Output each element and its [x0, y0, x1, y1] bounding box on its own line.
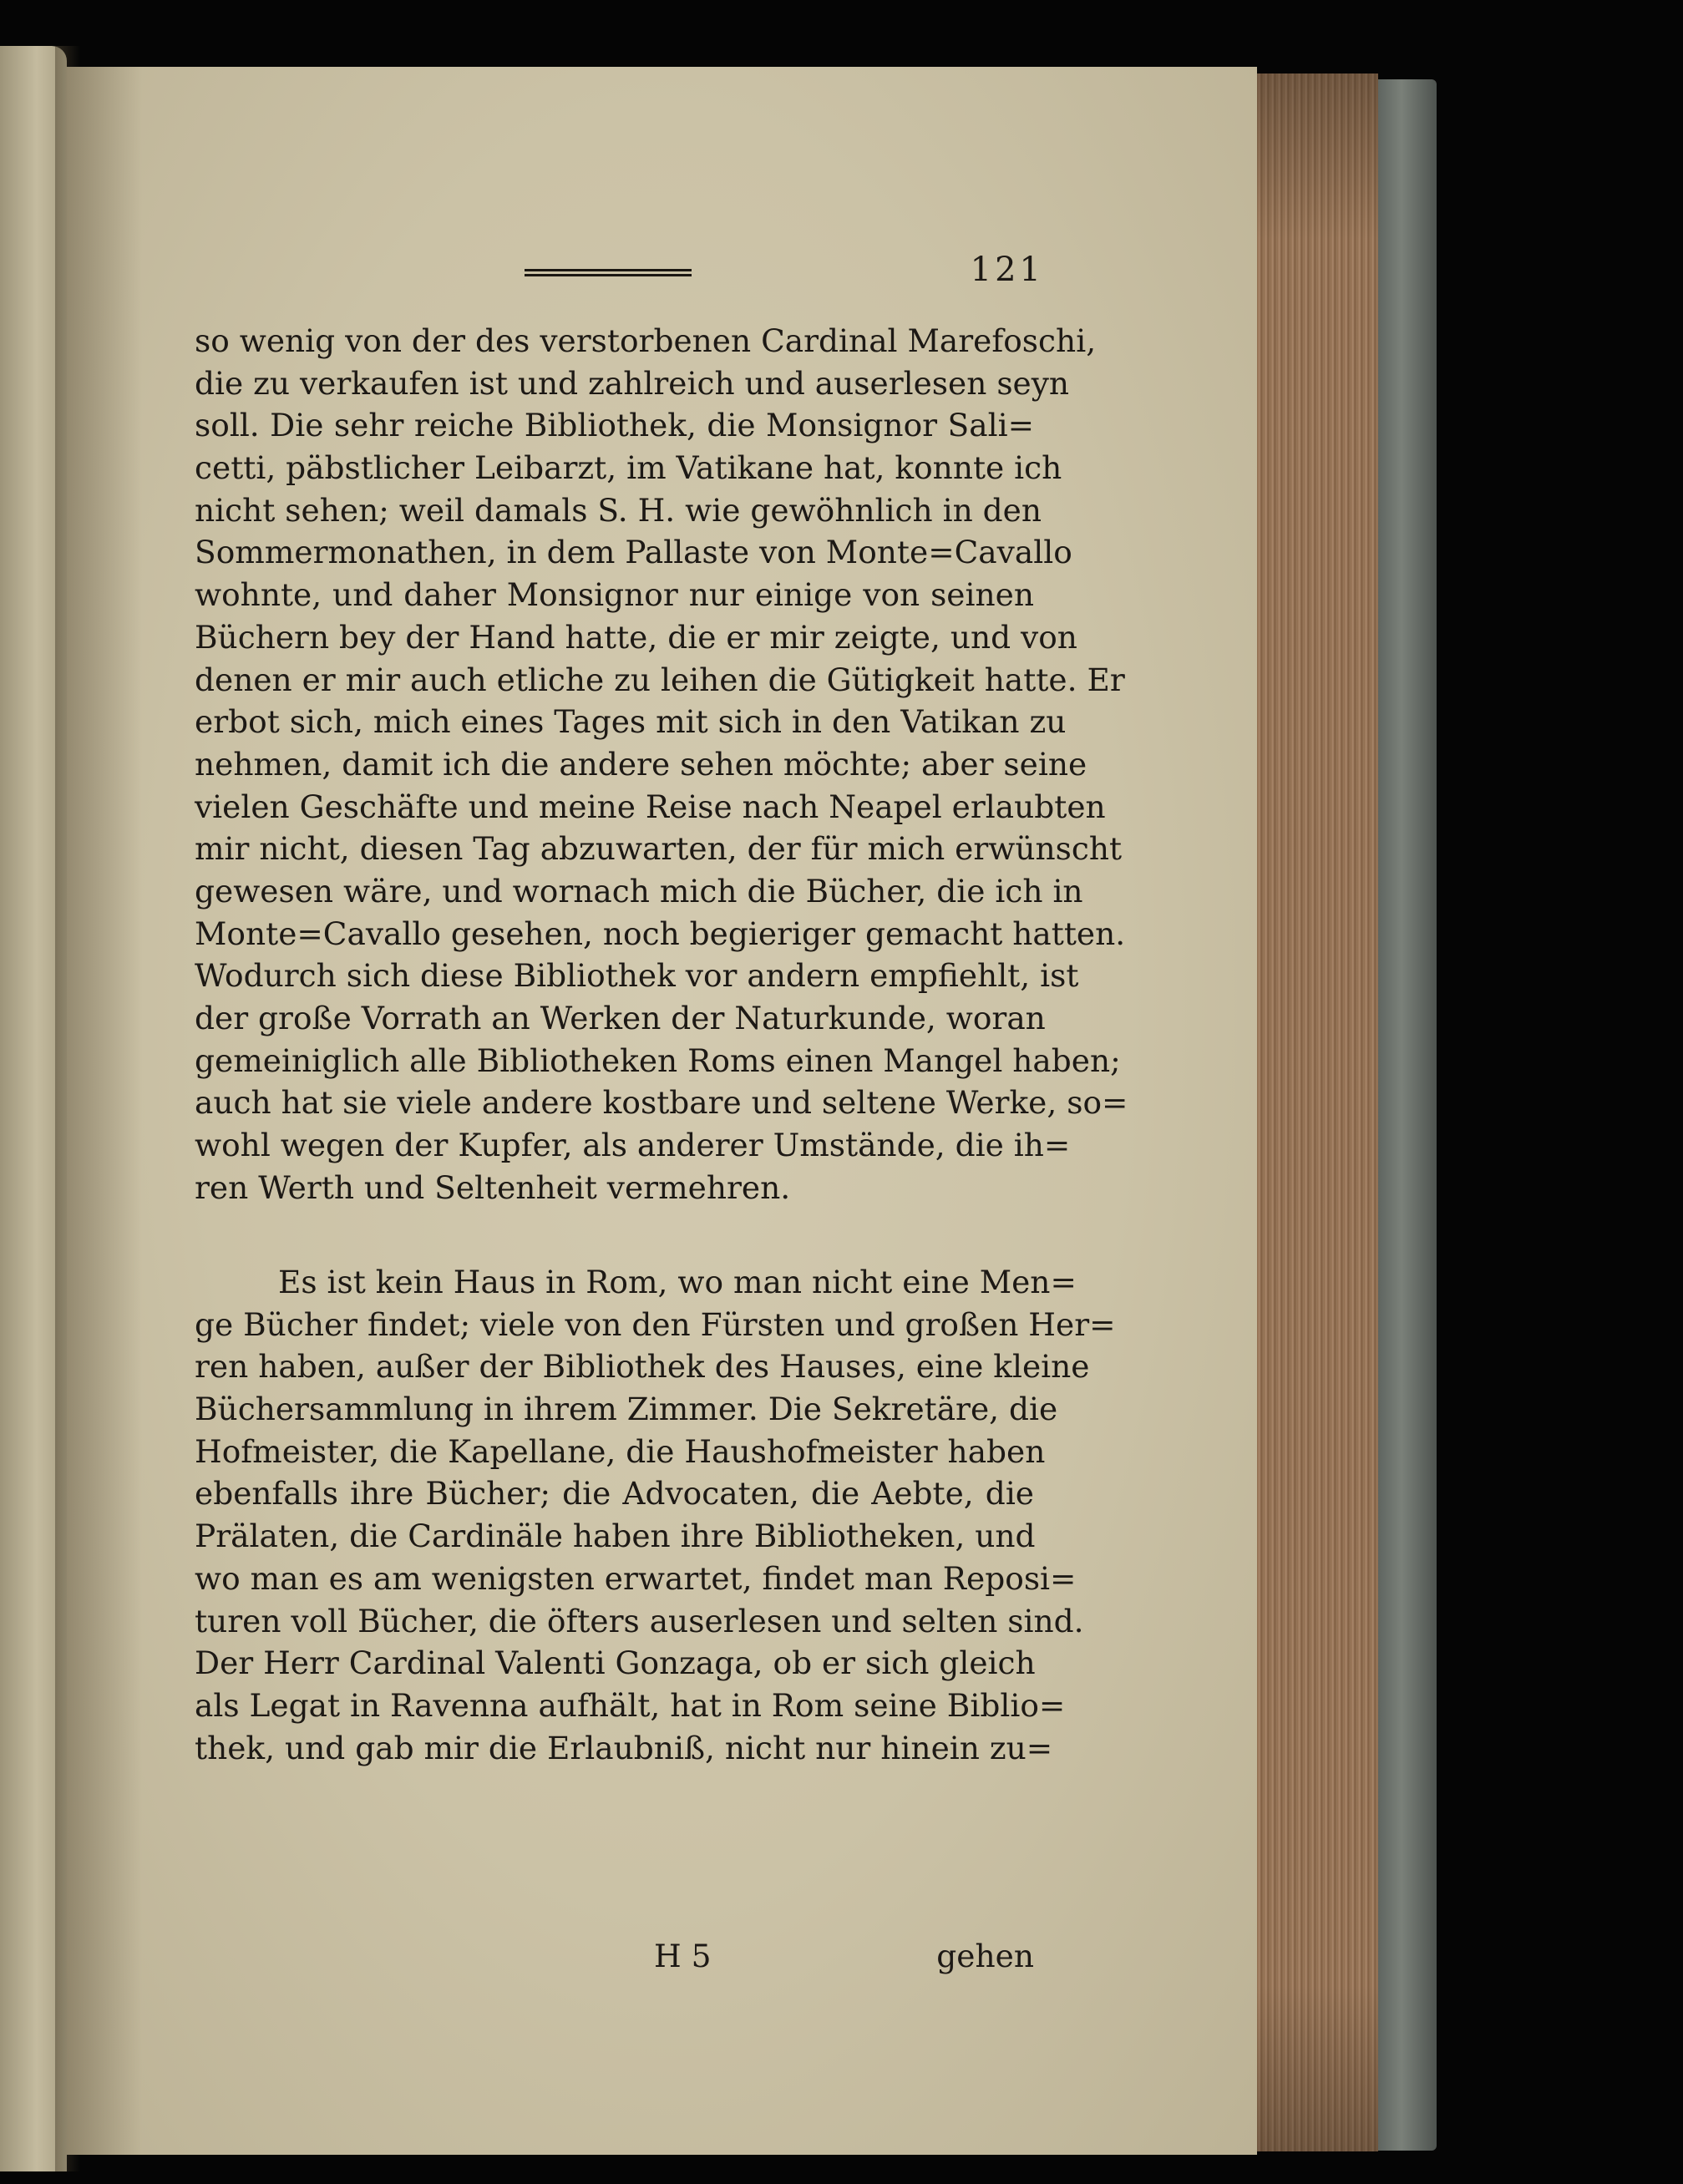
text-line: wohnte, und daher Monsignor nur einige von seinen — [195, 576, 1034, 614]
text-line: Der Herr Cardinal Valenti Gonzaga, ob er sich gleich — [195, 1644, 1036, 1682]
page-number: 121 — [970, 251, 1044, 289]
text-line: die zu verkaufen ist und zahlreich und auserlesen seyn — [195, 364, 1070, 402]
text-line: Monte=Cavallo gesehen, noch begieriger gemacht hatten. — [195, 915, 1126, 952]
text-line: mir nicht, diesen Tag abzuwarten, der für mich erwünscht — [195, 830, 1123, 868]
text-line: wo man es am wenigsten erwartet, findet man Reposi= — [195, 1559, 1077, 1597]
text-line: Es ist kein Haus in Rom, wo man nicht eine Men= — [278, 1264, 1077, 1300]
text-line: turen voll Bücher, die öfters auserlesen und selten sind. — [195, 1602, 1084, 1639]
text-line: gewesen wäre, und wornach mich die Bücher, die ich in — [195, 872, 1083, 910]
signature-mark: H 5 — [654, 1938, 712, 1974]
text-line: ren Werth und Seltenheit vermehren. — [195, 1168, 791, 1206]
text-line: thek, und gab mir die Erlaubniß, nicht nur hinein zu= — [195, 1729, 1053, 1766]
text-line: denen er mir auch etliche zu leihen die Gütigkeit hatte. Er — [195, 661, 1125, 698]
text-line: erbot sich, mich eines Tages mit sich in den Vatikan zu — [195, 703, 1067, 741]
text-line: ebenfalls ihre Bücher; die Advocaten, die Aebte, die — [195, 1475, 1034, 1513]
text-line: so wenig von der des verstorbenen Cardinal Marefoschi, — [195, 322, 1097, 359]
text-line: Hofmeister, die Kapellane, die Haushofmeister haben — [195, 1432, 1046, 1470]
paragraph-2 — [195, 1261, 1116, 1769]
text-line: Wodurch sich diese Bibliothek vor andern empfiehlt, ist — [195, 957, 1079, 995]
text-line: soll. Die sehr reiche Bibliothek, die Monsignor Sali= — [195, 407, 1034, 444]
text-line: vielen Geschäfte und meine Reise nach Neapel erlaubten — [195, 788, 1106, 825]
text-line: nicht sehen; weil damals S. H. wie gewöhnlich in den — [195, 491, 1042, 529]
text-line: wohl wegen der Kupfer, als anderer Umstände, die ih= — [195, 1127, 1071, 1164]
text-line: der große Vorrath an Werken der Naturkunde, woran — [195, 1000, 1046, 1036]
text-line: ge Bücher findet; viele von den Fürsten und großen Her= — [195, 1305, 1116, 1343]
text-line: ren haben, außer der Bibliothek des Hauses, eine kleine — [195, 1348, 1090, 1386]
text-line: Prälaten, die Cardinäle haben ihre Bibliotheken, und — [195, 1518, 1036, 1555]
header-rule — [525, 269, 692, 281]
text-line: nehmen, damit ich die andere sehen möchte; aber seine — [195, 745, 1087, 783]
page-footer — [195, 1938, 1034, 1988]
book-cover-edge — [1378, 79, 1437, 2151]
text-line: Sommermonathen, in dem Pallaste von Monte=Cavallo — [195, 534, 1072, 571]
paragraph-1 — [195, 320, 1128, 1209]
catchword: gehen — [936, 1938, 1034, 1974]
text-line: Büchern bey der Hand hatte, die er mir zeigte, und von — [195, 618, 1077, 656]
text-line: Büchersammlung in ihrem Zimmer. Die Sekretäre, die — [195, 1391, 1058, 1428]
text-line: als Legat in Ravenna aufhält, hat in Rom seine Biblio= — [195, 1686, 1066, 1724]
text-line: gemeiniglich alle Bibliotheken Roms einen Mangel haben; — [195, 1041, 1121, 1079]
text-line: cetti, päbstlicher Leibarzt, im Vatikane hat, konnte ich — [195, 449, 1062, 487]
text-line: auch hat sie viele andere kostbare und seltene Werke, so= — [195, 1084, 1128, 1122]
page-stack-edge — [1257, 73, 1378, 2151]
